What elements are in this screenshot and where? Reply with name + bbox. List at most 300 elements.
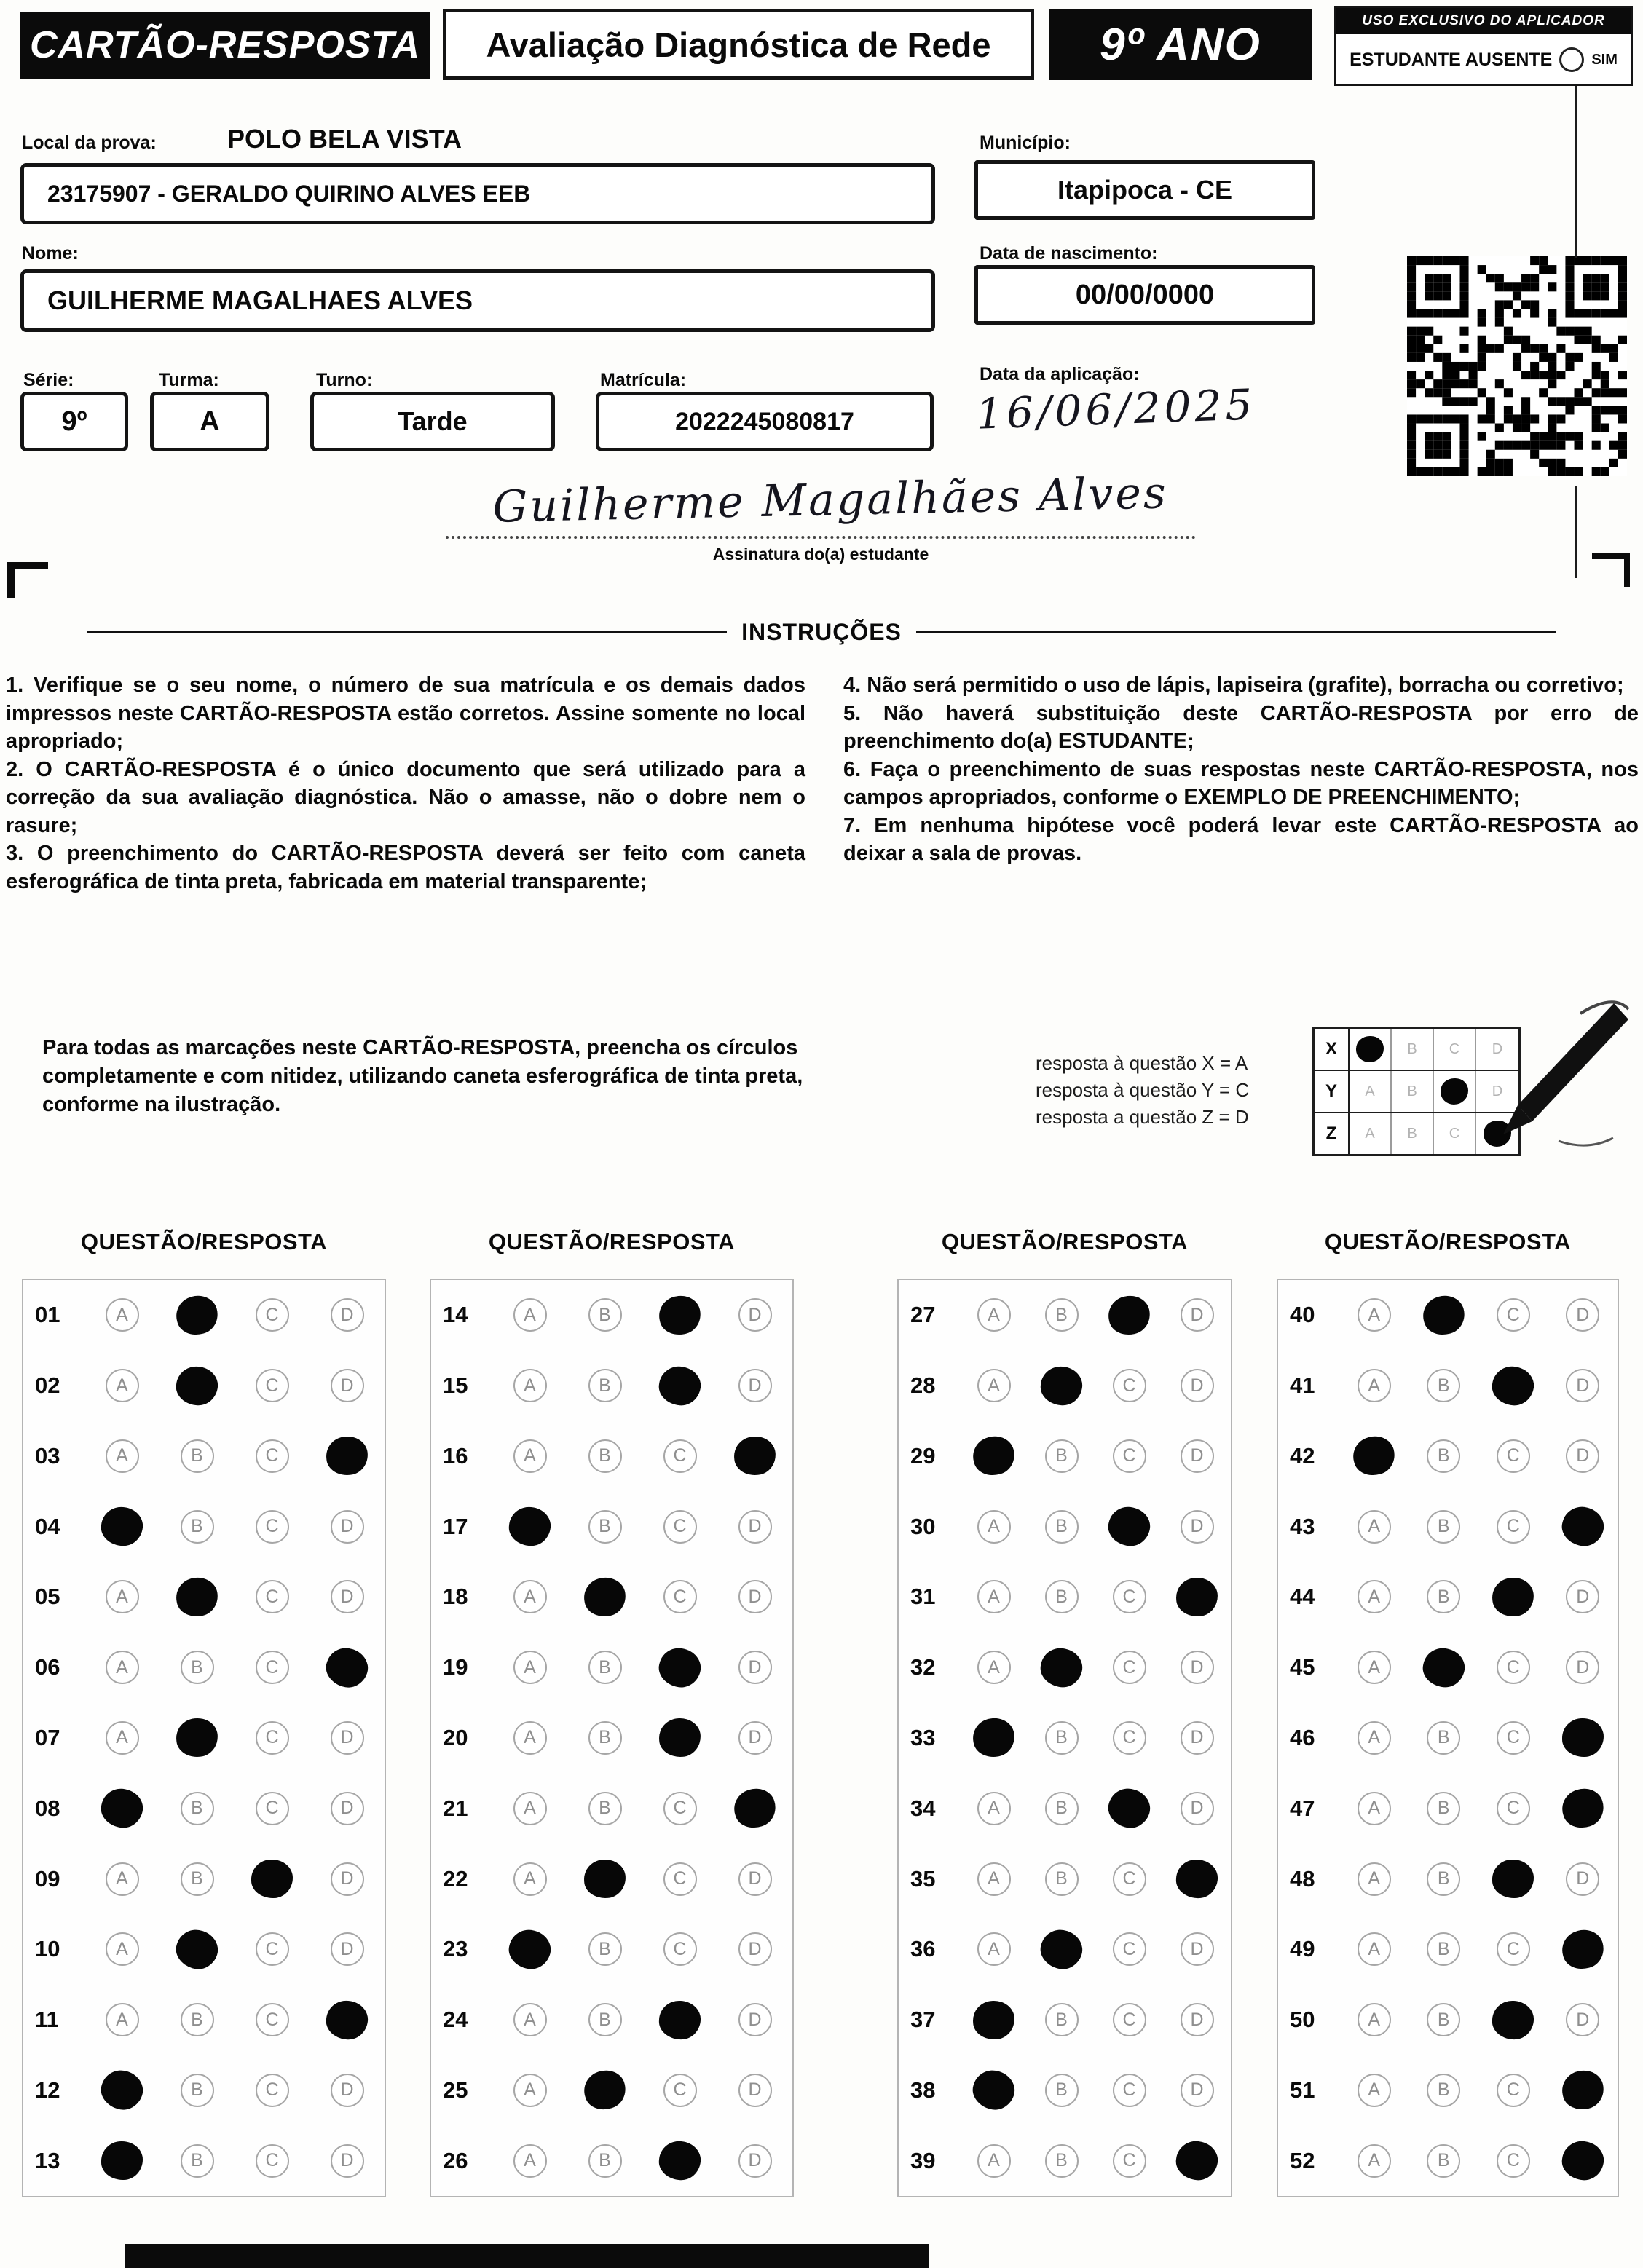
answer-bubble-16-D[interactable] <box>732 1435 777 1478</box>
answer-bubble-09-D[interactable]: D <box>331 1862 364 1896</box>
answer-bubble-48-A[interactable]: A <box>1358 1862 1391 1896</box>
answer-bubble-44-B[interactable]: B <box>1427 1580 1460 1613</box>
answer-bubble-29-A[interactable] <box>969 1432 1019 1480</box>
answer-bubble-26-D[interactable]: D <box>738 2144 772 2178</box>
answer-bubble-25-D[interactable]: D <box>738 2074 772 2107</box>
example-lines-item-1: resposta à questão X = A <box>1036 1052 1248 1074</box>
answer-bubble-06-C[interactable]: C <box>256 1651 289 1684</box>
local-label: Local da prova: <box>22 133 157 153</box>
question-row-03 <box>23 1421 385 1492</box>
example-row-label: X <box>1315 1029 1350 1070</box>
answer-bubble-21-B[interactable]: B <box>588 1792 622 1825</box>
answer-bubble-10-C[interactable]: C <box>256 1932 289 1966</box>
answer-bubble-25-C[interactable]: C <box>663 2074 697 2107</box>
question-number: 20 <box>443 1724 468 1750</box>
answer-bubble-20-D[interactable]: D <box>738 1721 772 1755</box>
answer-bubble-18-C[interactable]: C <box>663 1580 697 1613</box>
nome-field: GUILHERME MAGALHAES ALVES <box>20 269 935 332</box>
answer-bubble-52-C[interactable]: C <box>1497 2144 1530 2178</box>
answer-bubble-12-A[interactable] <box>96 2066 148 2115</box>
answer-bubble-44-D[interactable]: D <box>1566 1580 1599 1613</box>
signature-line[interactable] <box>446 510 1196 539</box>
answer-bubble-29-B[interactable]: B <box>1045 1439 1079 1473</box>
question-row-22 <box>431 1844 792 1914</box>
answer-bubble-37-A[interactable] <box>972 1999 1016 2040</box>
answer-bubble-15-A[interactable]: A <box>513 1369 547 1402</box>
example-cell-Z-C: C <box>1434 1113 1476 1154</box>
answer-bubble-09-A[interactable]: A <box>106 1862 139 1896</box>
student-absent-bubble[interactable] <box>1559 47 1584 72</box>
answer-bubble-03-C[interactable]: C <box>256 1439 289 1473</box>
answer-bubble-02-D[interactable]: D <box>331 1369 364 1402</box>
question-number: 19 <box>443 1654 468 1680</box>
answer-bubble-51-D[interactable] <box>1559 2067 1607 2114</box>
question-row-23 <box>431 1914 792 1985</box>
answer-bubble-30-A[interactable]: A <box>977 1510 1011 1544</box>
answers-header-1: QUESTÃO/RESPOSTA <box>80 1229 328 1254</box>
question-number: 13 <box>35 2147 60 2173</box>
answer-bubble-39-D[interactable] <box>1173 2138 1221 2183</box>
answer-bubble-15-D[interactable]: D <box>738 1369 772 1402</box>
answer-bubble-42-C[interactable]: C <box>1497 1439 1530 1473</box>
exclusive-use-bar: USO EXCLUSIVO DO APLICADOR <box>1336 8 1631 34</box>
answer-bubble-27-D[interactable]: D <box>1181 1298 1214 1332</box>
answer-bubble-19-C[interactable] <box>655 1643 705 1691</box>
answer-bubble-03-A[interactable]: A <box>106 1439 139 1473</box>
answer-bubble-43-C[interactable]: C <box>1497 1510 1530 1544</box>
answer-bubble-31-D[interactable] <box>1175 1576 1219 1617</box>
answer-bubble-51-B[interactable]: B <box>1427 2074 1460 2107</box>
divider <box>87 631 727 633</box>
answer-bubble-16-A[interactable]: A <box>513 1439 547 1473</box>
answer-bubble-16-B[interactable]: B <box>588 1439 622 1473</box>
answer-bubble-34-C[interactable] <box>1103 1784 1155 1833</box>
question-row-04 <box>23 1491 385 1562</box>
answer-bubble-31-A[interactable]: A <box>977 1580 1011 1613</box>
question-row-44 <box>1278 1562 1618 1632</box>
answer-bubble-27-C[interactable] <box>1105 1292 1154 1339</box>
question-row-35 <box>899 1844 1231 1914</box>
answer-bubble-23-C[interactable]: C <box>663 1932 697 1966</box>
answer-bubble-06-B[interactable]: B <box>181 1651 214 1684</box>
question-number: 47 <box>1290 1795 1315 1821</box>
answer-bubble-07-C[interactable]: C <box>256 1721 289 1755</box>
answer-column-2 <box>430 1279 794 2197</box>
instructions-title: INSTRUÇÕES <box>741 619 902 645</box>
answer-bubble-14-C[interactable] <box>655 1292 704 1339</box>
question-number: 31 <box>910 1584 936 1610</box>
answer-bubble-28-D[interactable]: D <box>1181 1369 1214 1402</box>
answer-bubble-20-B[interactable]: B <box>588 1721 622 1755</box>
answer-bubble-07-D[interactable]: D <box>331 1721 364 1755</box>
answer-bubble-02-B[interactable] <box>174 1364 219 1407</box>
answer-bubble-05-A[interactable]: A <box>106 1580 139 1613</box>
answer-bubble-39-A[interactable]: A <box>977 2144 1011 2178</box>
answer-bubble-18-D[interactable]: D <box>738 1580 772 1613</box>
question-number: 12 <box>35 2077 60 2103</box>
question-row-39 <box>899 2125 1231 2196</box>
answer-bubble-33-C[interactable]: C <box>1113 1721 1146 1755</box>
answer-bubble-04-A[interactable] <box>99 1505 144 1548</box>
answer-bubble-18-B[interactable] <box>581 1575 629 1619</box>
answer-bubble-44-C[interactable] <box>1491 1576 1536 1619</box>
answer-bubble-47-D[interactable] <box>1557 1784 1609 1833</box>
answer-bubble-34-A[interactable]: A <box>977 1792 1011 1825</box>
answer-bubble-52-B[interactable]: B <box>1427 2144 1460 2178</box>
question-row-16 <box>431 1421 792 1492</box>
answer-bubble-50-D[interactable]: D <box>1566 2003 1599 2036</box>
answer-bubble-22-A[interactable]: A <box>513 1862 547 1896</box>
answer-bubble-37-C[interactable]: C <box>1113 2003 1146 2036</box>
instructions-left-item-2: 2. O CARTÃO-RESPOSTA é o único documento que será utilizado para a correção da sua avaliação diagnóstica. Não o amasse, não o dobre nem o rasure; <box>6 757 805 837</box>
question-number: 17 <box>443 1513 468 1539</box>
answer-bubble-19-B[interactable]: B <box>588 1651 622 1684</box>
answer-bubble-45-B[interactable] <box>1419 1644 1468 1691</box>
answer-bubble-22-C[interactable]: C <box>663 1862 697 1896</box>
grade-label: 9º ANO <box>1049 9 1312 80</box>
answer-bubble-11-C[interactable]: C <box>256 2003 289 2036</box>
answer-bubble-28-A[interactable]: A <box>977 1369 1011 1402</box>
answer-bubble-32-C[interactable]: C <box>1113 1651 1146 1684</box>
answer-bubble-29-C[interactable]: C <box>1113 1439 1146 1473</box>
answer-bubble-38-C[interactable]: C <box>1113 2074 1146 2107</box>
answer-bubble-47-C[interactable]: C <box>1497 1792 1530 1825</box>
question-number: 08 <box>35 1795 60 1821</box>
answer-bubble-47-B[interactable]: B <box>1427 1792 1460 1825</box>
question-row-43 <box>1278 1491 1618 1562</box>
question-row-29 <box>899 1421 1231 1492</box>
turno-field: Tarde <box>310 392 555 451</box>
answer-bubble-05-C[interactable]: C <box>256 1580 289 1613</box>
serie-label: Série: <box>23 370 74 390</box>
answer-bubble-41-D[interactable]: D <box>1566 1369 1599 1402</box>
example-row-label: Z <box>1315 1113 1350 1154</box>
answer-bubble-23-B[interactable]: B <box>588 1932 622 1966</box>
fold-line <box>1575 86 1577 258</box>
question-number: 46 <box>1290 1724 1315 1750</box>
answer-bubble-12-D[interactable]: D <box>331 2074 364 2107</box>
question-row-28 <box>899 1351 1231 1421</box>
question-row-37 <box>899 1985 1231 2055</box>
pen-icon <box>1471 992 1631 1159</box>
answer-bubble-05-B[interactable] <box>173 1575 221 1619</box>
answer-bubble-10-B[interactable] <box>171 1924 223 1974</box>
answer-bubble-24-C[interactable] <box>658 1999 702 2040</box>
question-number: 09 <box>35 1865 60 1892</box>
answer-bubble-38-D[interactable]: D <box>1181 2074 1214 2107</box>
answer-bubble-25-B[interactable] <box>579 2066 631 2115</box>
example-cell-Y-C <box>1434 1071 1476 1112</box>
aplicacao-handwritten-date: 16/06/2025 <box>974 379 1257 439</box>
answer-bubble-36-D[interactable]: D <box>1181 1932 1214 1966</box>
answer-bubble-43-D[interactable] <box>1558 1503 1608 1551</box>
answer-bubble-13-A[interactable] <box>101 2141 143 2180</box>
answer-bubble-35-D[interactable] <box>1175 1859 1219 1900</box>
answer-bubble-13-D[interactable]: D <box>331 2144 364 2178</box>
question-row-50 <box>1278 1985 1618 2055</box>
answer-bubble-09-B[interactable]: B <box>181 1862 214 1896</box>
answer-bubble-34-B[interactable]: B <box>1045 1792 1079 1825</box>
answer-bubble-52-D[interactable] <box>1559 2138 1607 2183</box>
aplicador-panel <box>1334 6 1633 86</box>
answer-bubble-17-B[interactable]: B <box>588 1510 622 1544</box>
answer-bubble-07-B[interactable] <box>174 1717 219 1760</box>
question-row-08 <box>23 1773 385 1844</box>
answer-bubble-35-A[interactable]: A <box>977 1862 1011 1896</box>
answer-bubble-08-D[interactable]: D <box>331 1792 364 1825</box>
answer-bubble-10-A[interactable]: A <box>106 1932 139 1966</box>
question-row-13 <box>23 2125 385 2196</box>
answer-bubble-43-B[interactable]: B <box>1427 1510 1460 1544</box>
instructions-left-item-1: 1. Verifique se o seu nome, o número de sua matrícula e os demais dados impressos neste CARTÃO-RESPOSTA estão corretos. Assine somente no local apropriado; <box>6 673 805 753</box>
answer-bubble-26-A[interactable]: A <box>513 2144 547 2178</box>
answer-bubble-42-B[interactable]: B <box>1427 1439 1460 1473</box>
answer-bubble-06-A[interactable]: A <box>106 1651 139 1684</box>
question-number: 28 <box>910 1372 936 1399</box>
example-cell-X-A <box>1350 1029 1392 1070</box>
answer-bubble-35-C[interactable]: C <box>1113 1862 1146 1896</box>
answer-bubble-34-D[interactable]: D <box>1181 1792 1214 1825</box>
question-number: 03 <box>35 1442 60 1469</box>
answer-bubble-32-D[interactable]: D <box>1181 1651 1214 1684</box>
answer-bubble-27-B[interactable]: B <box>1045 1298 1079 1332</box>
answer-bubble-41-C[interactable] <box>1489 1364 1537 1408</box>
answer-bubble-02-A[interactable]: A <box>106 1369 139 1402</box>
answer-bubble-32-B[interactable] <box>1037 1644 1086 1691</box>
answer-bubble-36-A[interactable]: A <box>977 1932 1011 1966</box>
answer-bubble-09-C[interactable] <box>251 1860 293 1898</box>
answer-bubble-30-D[interactable]: D <box>1181 1510 1214 1544</box>
answer-bubble-29-D[interactable]: D <box>1181 1439 1214 1473</box>
answer-bubble-41-B[interactable]: B <box>1427 1369 1460 1402</box>
answer-bubble-15-B[interactable]: B <box>588 1369 622 1402</box>
answer-bubble-21-D[interactable] <box>729 1784 781 1833</box>
answer-bubble-36-C[interactable]: C <box>1113 1932 1146 1966</box>
answer-bubble-35-B[interactable]: B <box>1045 1862 1079 1896</box>
answer-bubble-11-A[interactable]: A <box>106 2003 139 2036</box>
example-cell-X-D: D <box>1492 1040 1503 1057</box>
answer-bubble-49-B[interactable]: B <box>1427 1932 1460 1966</box>
question-number: 34 <box>910 1795 936 1821</box>
answer-bubble-49-D[interactable] <box>1558 1925 1608 1973</box>
answer-bubble-02-C[interactable]: C <box>256 1369 289 1402</box>
answer-bubble-24-B[interactable]: B <box>588 2003 622 2036</box>
answer-bubble-08-C[interactable]: C <box>256 1792 289 1825</box>
answer-bubble-51-C[interactable]: C <box>1497 2074 1530 2107</box>
answer-bubble-25-A[interactable]: A <box>513 2074 547 2107</box>
nascimento-label: Data de nascimento: <box>980 243 1158 264</box>
answer-bubble-16-C[interactable]: C <box>663 1439 697 1473</box>
answer-bubble-33-B[interactable]: B <box>1045 1721 1079 1755</box>
question-number: 48 <box>1290 1865 1315 1892</box>
answer-bubble-27-A[interactable]: A <box>977 1298 1011 1332</box>
question-number: 21 <box>443 1795 468 1821</box>
question-number: 26 <box>443 2147 468 2173</box>
example-cell-Z-A: A <box>1350 1113 1392 1154</box>
answer-bubble-13-C[interactable]: C <box>256 2144 289 2178</box>
answer-bubble-31-C[interactable]: C <box>1113 1580 1146 1613</box>
example-cell-Y-B: B <box>1392 1071 1434 1112</box>
answer-bubble-48-C[interactable] <box>1492 1860 1534 1898</box>
answer-bubble-14-D[interactable]: D <box>738 1298 772 1332</box>
answer-bubble-22-D[interactable]: D <box>738 1862 772 1896</box>
answer-bubble-12-C[interactable]: C <box>256 2074 289 2107</box>
answer-bubble-04-C[interactable]: C <box>256 1510 289 1544</box>
answer-bubble-28-C[interactable]: C <box>1113 1369 1146 1402</box>
answer-bubble-31-B[interactable]: B <box>1045 1580 1079 1613</box>
answer-bubble-47-A[interactable]: A <box>1358 1792 1391 1825</box>
answer-bubble-26-B[interactable]: B <box>588 2144 622 2178</box>
answer-bubble-17-C[interactable]: C <box>663 1510 697 1544</box>
question-row-17 <box>431 1491 792 1562</box>
question-row-05 <box>23 1562 385 1632</box>
answer-bubble-24-D[interactable]: D <box>738 2003 772 2036</box>
answer-bubble-20-C[interactable] <box>658 1718 702 1758</box>
answer-bubble-52-A[interactable]: A <box>1358 2144 1391 2178</box>
answer-bubble-40-A[interactable]: A <box>1358 1298 1391 1332</box>
answer-bubble-30-B[interactable]: B <box>1045 1510 1079 1544</box>
answer-bubble-50-C[interactable] <box>1492 1999 1535 2040</box>
answer-bubble-14-B[interactable]: B <box>588 1298 622 1332</box>
answer-bubble-01-A[interactable]: A <box>106 1298 139 1332</box>
answer-bubble-18-A[interactable]: A <box>513 1580 547 1613</box>
answer-bubble-39-C[interactable]: C <box>1113 2144 1146 2178</box>
answer-bubble-07-A[interactable]: A <box>106 1721 139 1755</box>
answer-bubble-42-D[interactable]: D <box>1566 1439 1599 1473</box>
exam-title: Avaliação Diagnóstica de Rede <box>443 9 1034 80</box>
municipio-label: Município: <box>980 133 1071 153</box>
answer-bubble-33-A[interactable] <box>970 1715 1017 1760</box>
answer-bubble-20-A[interactable]: A <box>513 1721 547 1755</box>
answer-bubble-50-A[interactable]: A <box>1358 2003 1391 2036</box>
answer-bubble-32-A[interactable]: A <box>977 1651 1011 1684</box>
answer-bubble-17-D[interactable]: D <box>738 1510 772 1544</box>
answer-bubble-28-B[interactable] <box>1039 1364 1084 1407</box>
answer-bubble-06-D[interactable] <box>321 1643 373 1692</box>
answer-bubble-38-A[interactable] <box>968 2066 1020 2115</box>
answer-bubble-17-A[interactable] <box>507 1505 552 1548</box>
answer-bubble-48-D[interactable]: D <box>1566 1862 1599 1896</box>
divider <box>916 631 1556 633</box>
answer-bubble-19-A[interactable]: A <box>513 1651 547 1684</box>
answer-bubble-14-A[interactable]: A <box>513 1298 547 1332</box>
answer-bubble-45-D[interactable]: D <box>1566 1651 1599 1684</box>
answer-bubble-40-C[interactable]: C <box>1497 1298 1530 1332</box>
answer-bubble-26-C[interactable] <box>657 2139 702 2182</box>
answer-bubble-46-A[interactable]: A <box>1358 1721 1391 1755</box>
question-row-07 <box>23 1703 385 1774</box>
answer-bubble-19-D[interactable]: D <box>738 1651 772 1684</box>
answer-bubble-37-D[interactable]: D <box>1181 2003 1214 2036</box>
example-row-label: Y <box>1315 1071 1350 1112</box>
question-row-06 <box>23 1632 385 1703</box>
answer-bubble-11-B[interactable]: B <box>181 2003 214 2036</box>
question-number: 05 <box>35 1584 60 1610</box>
answer-bubble-21-A[interactable]: A <box>513 1792 547 1825</box>
turno-label: Turno: <box>316 370 373 390</box>
answer-bubble-36-B[interactable] <box>1036 1924 1087 1974</box>
answer-bubble-40-D[interactable]: D <box>1566 1298 1599 1332</box>
answer-bubble-44-A[interactable]: A <box>1358 1580 1391 1613</box>
answer-bubble-41-A[interactable]: A <box>1358 1369 1391 1402</box>
answer-bubble-50-B[interactable]: B <box>1427 2003 1460 2036</box>
question-number: 24 <box>443 2007 468 2033</box>
question-number: 18 <box>443 1584 468 1610</box>
answer-bubble-01-C[interactable]: C <box>256 1298 289 1332</box>
answer-bubble-45-C[interactable]: C <box>1497 1651 1530 1684</box>
matricula-label: Matrícula: <box>600 370 687 390</box>
example-filled-mark <box>1441 1078 1468 1105</box>
question-row-25 <box>431 2055 792 2125</box>
answer-bubble-49-A[interactable]: A <box>1358 1932 1391 1966</box>
answer-bubble-37-B[interactable]: B <box>1045 2003 1079 2036</box>
answer-bubble-03-B[interactable]: B <box>181 1439 214 1473</box>
question-number: 42 <box>1290 1442 1315 1469</box>
answer-bubble-46-B[interactable]: B <box>1427 1721 1460 1755</box>
answer-bubble-01-D[interactable]: D <box>331 1298 364 1332</box>
answer-bubble-01-B[interactable] <box>172 1291 222 1339</box>
question-row-27 <box>899 1280 1231 1351</box>
question-row-12 <box>23 2055 385 2125</box>
answer-bubble-04-B[interactable]: B <box>181 1510 214 1544</box>
answer-bubble-11-D[interactable] <box>324 1999 369 2042</box>
answer-bubble-46-C[interactable]: C <box>1497 1721 1530 1755</box>
question-number: 36 <box>910 1936 936 1962</box>
answer-bubble-46-D[interactable] <box>1562 1718 1604 1757</box>
turma-label: Turma: <box>159 370 219 390</box>
answer-bubble-12-B[interactable]: B <box>181 2074 214 2107</box>
example-cell-Y-D: D <box>1492 1083 1503 1099</box>
answer-bubble-23-A[interactable] <box>505 1925 555 1973</box>
answer-bubble-13-B[interactable]: B <box>181 2144 214 2178</box>
answer-bubble-51-A[interactable]: A <box>1358 2074 1391 2107</box>
question-row-30 <box>899 1491 1231 1562</box>
answer-bubble-49-C[interactable]: C <box>1497 1932 1530 1966</box>
answer-bubble-23-D[interactable]: D <box>738 1932 772 1966</box>
answer-bubble-15-C[interactable] <box>656 1364 704 1408</box>
answer-bubble-08-A[interactable] <box>98 1785 146 1832</box>
answer-bubble-10-D[interactable]: D <box>331 1932 364 1966</box>
question-number: 22 <box>443 1865 468 1892</box>
answer-column-4 <box>1277 1279 1619 2197</box>
answer-bubble-05-D[interactable]: D <box>331 1580 364 1613</box>
question-number: 01 <box>35 1302 60 1328</box>
answer-bubble-43-A[interactable]: A <box>1358 1510 1391 1544</box>
answer-bubble-42-A[interactable] <box>1349 1432 1399 1480</box>
answer-bubble-40-B[interactable] <box>1419 1291 1469 1339</box>
answer-bubble-48-B[interactable]: B <box>1427 1862 1460 1896</box>
answer-bubble-03-D[interactable] <box>324 1435 369 1478</box>
answer-bubble-38-B[interactable]: B <box>1045 2074 1079 2107</box>
answer-bubble-21-C[interactable]: C <box>663 1792 697 1825</box>
question-number: 33 <box>910 1724 936 1750</box>
answer-bubble-24-A[interactable]: A <box>513 2003 547 2036</box>
answer-bubble-33-D[interactable]: D <box>1181 1721 1214 1755</box>
answer-bubble-30-C[interactable] <box>1105 1504 1154 1550</box>
answers-header-2: QUESTÃO/RESPOSTA <box>488 1229 736 1254</box>
nome-label: Nome: <box>22 243 79 264</box>
question-number: 16 <box>443 1442 468 1469</box>
answer-bubble-22-B[interactable] <box>583 1859 627 1900</box>
municipio-field: Itapipoca - CE <box>974 160 1315 220</box>
example-lines-item-3: resposta a questão Z = D <box>1036 1106 1249 1128</box>
question-row-48 <box>1278 1844 1618 1914</box>
answer-bubble-45-A[interactable]: A <box>1358 1651 1391 1684</box>
question-row-31 <box>899 1562 1231 1632</box>
answer-bubble-04-D[interactable]: D <box>331 1510 364 1544</box>
answer-bubble-08-B[interactable]: B <box>181 1792 214 1825</box>
answer-bubble-39-B[interactable]: B <box>1045 2144 1079 2178</box>
